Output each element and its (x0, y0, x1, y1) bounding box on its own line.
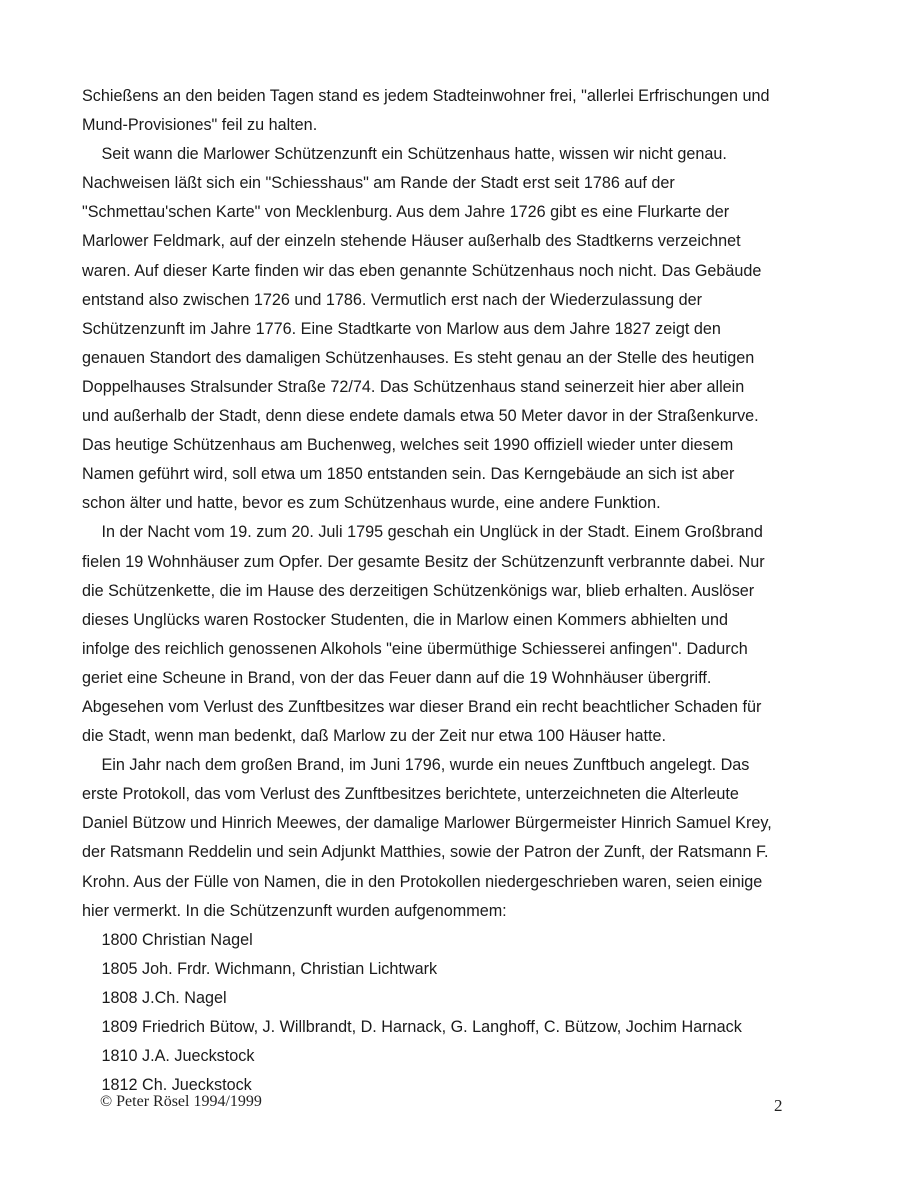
text-line: Nachweisen läßt sich ein "Schiesshaus" am Rande der Stadt erst seit 1786 auf der (82, 174, 675, 193)
text-line: waren. Auf dieser Karte finden wir das eben genannte Schützenhaus noch nicht. Das Gebäude (82, 261, 762, 280)
paragraph-schuetzenhaus (82, 140, 802, 518)
text-line: Seit wann die Marlower Schützenzunft ein Schützenhaus hatte, wissen wir nicht genau. (101, 145, 727, 164)
paragraph-zunftbuch (82, 751, 802, 1100)
text-line: entstand also zwischen 1726 und 1786. Vermutlich erst nach der Wiederzulassung der (82, 290, 702, 309)
paragraph-grossbrand (82, 518, 802, 751)
text-line: die Stadt, wenn man bedenkt, daß Marlow zu der Zeit nur etwa 100 Häuser hatte. (82, 727, 666, 746)
text-line: Daniel Bützow und Hinrich Meewes, der damalige Marlower Bürgermeister Hinrich Samuel Krey, (82, 814, 772, 833)
copyright-notice: © Peter Rösel 1994/1999 (100, 1093, 262, 1110)
page-number: 2 (774, 1096, 783, 1115)
text-line: In der Nacht vom 19. zum 20. Juli 1795 geschah ein Unglück in der Stadt. Einem Großbrand (101, 523, 763, 542)
member-entry: 1812 Ch. Jueckstock (101, 1076, 252, 1095)
text-line: Das heutige Schützenhaus am Buchenweg, welches seit 1990 offiziell wieder unter diesem (82, 436, 734, 455)
text-line: die Schützenkette, die im Hause des derzeitigen Schützenkönigs war, blieb erhalten. Auslöser (82, 581, 755, 600)
text-line: Abgesehen vom Verlust des Zunftbesitzes war dieser Brand ein recht beachtlicher Schaden für (82, 697, 762, 716)
text-line: erste Protokoll, das vom Verlust des Zunftbesitzes berichtete, unterzeichneten die Alterleute (82, 785, 739, 804)
member-entry: 1805 Joh. Frdr. Wichmann, Christian Lichtwark (101, 959, 438, 978)
text-line: Namen geführt wird, soll etwa um 1850 entstanden sein. Das Kerngebäude an sich ist aber (82, 465, 735, 484)
text-line: genauen Standort des damaligen Schützenhauses. Es steht genau an der Stelle des heutigen (82, 348, 755, 367)
text-line: fielen 19 Wohnhäuser zum Opfer. Der gesamte Besitz der Schützenzunft verbrannte dabei. Nur (82, 552, 765, 571)
member-entry: 1800 Christian Nagel (101, 930, 253, 949)
text-line: Doppelhauses Stralsunder Straße 72/74. Das Schützenhaus stand seinerzeit hier aber allein (82, 377, 745, 396)
text-line: dieses Unglücks waren Rostocker Studenten, die in Marlow einen Kommers abhielten und (82, 610, 729, 629)
text-line: hier vermerkt. In die Schützenzunft wurden aufgenommem: (82, 901, 507, 920)
member-entry: 1809 Friedrich Bütow, J. Willbrandt, D. Harnack, G. Langhoff, C. Bützow, Jochim Harnack (101, 1018, 742, 1036)
text-line: Ein Jahr nach dem großen Brand, im Juni 1796, wurde ein neues Zunftbuch angelegt. Das (101, 756, 750, 775)
text-line: Schießens an den beiden Tagen stand es jedem Stadteinwohner frei, "allerlei Erfrischungen und (82, 87, 770, 105)
text-line: Marlower Feldmark, auf der einzeln stehende Häuser außerhalb des Stadtkerns verzeichnet (82, 232, 741, 251)
member-entry: 1810 J.A. Jueckstock (101, 1047, 255, 1066)
text-line: und außerhalb der Stadt, denn diese endete damals etwa 50 Meter davor in der Straßenkurve. (82, 407, 759, 426)
text-line: "Schmettau'schen Karte" von Mecklenburg. Aus dem Jahre 1726 gibt es eine Flurkarte der (82, 203, 730, 222)
text-line: der Ratsmann Reddelin und sein Adjunkt Matthies, sowie der Patron der Zunft, der Ratsmann F. (82, 843, 769, 862)
text-line: Krohn. Aus der Fülle von Namen, die in den Protokollen niedergeschrieben waren, seien einige (82, 872, 763, 891)
paragraph-erfrischungen (82, 82, 802, 140)
text-line: Schützenzunft im Jahre 1776. Eine Stadtkarte von Marlow aus dem Jahre 1827 zeigt den (82, 319, 721, 338)
member-entry: 1808 J.Ch. Nagel (101, 988, 227, 1007)
text-line: schon älter und hatte, bevor es zum Schützenhaus wurde, eine andere Funktion. (82, 494, 661, 513)
body-text (82, 82, 802, 1100)
text-line: geriet eine Scheune in Brand, von der das Feuer dann auf die 19 Wohnhäuser übergriff. (82, 668, 712, 687)
text-line: infolge des reichlich genossenen Alkohols "eine übermüthige Schiesserei anfingen". Dadurch (82, 639, 748, 658)
text-line: Mund-Provisiones" feil zu halten. (82, 116, 318, 135)
